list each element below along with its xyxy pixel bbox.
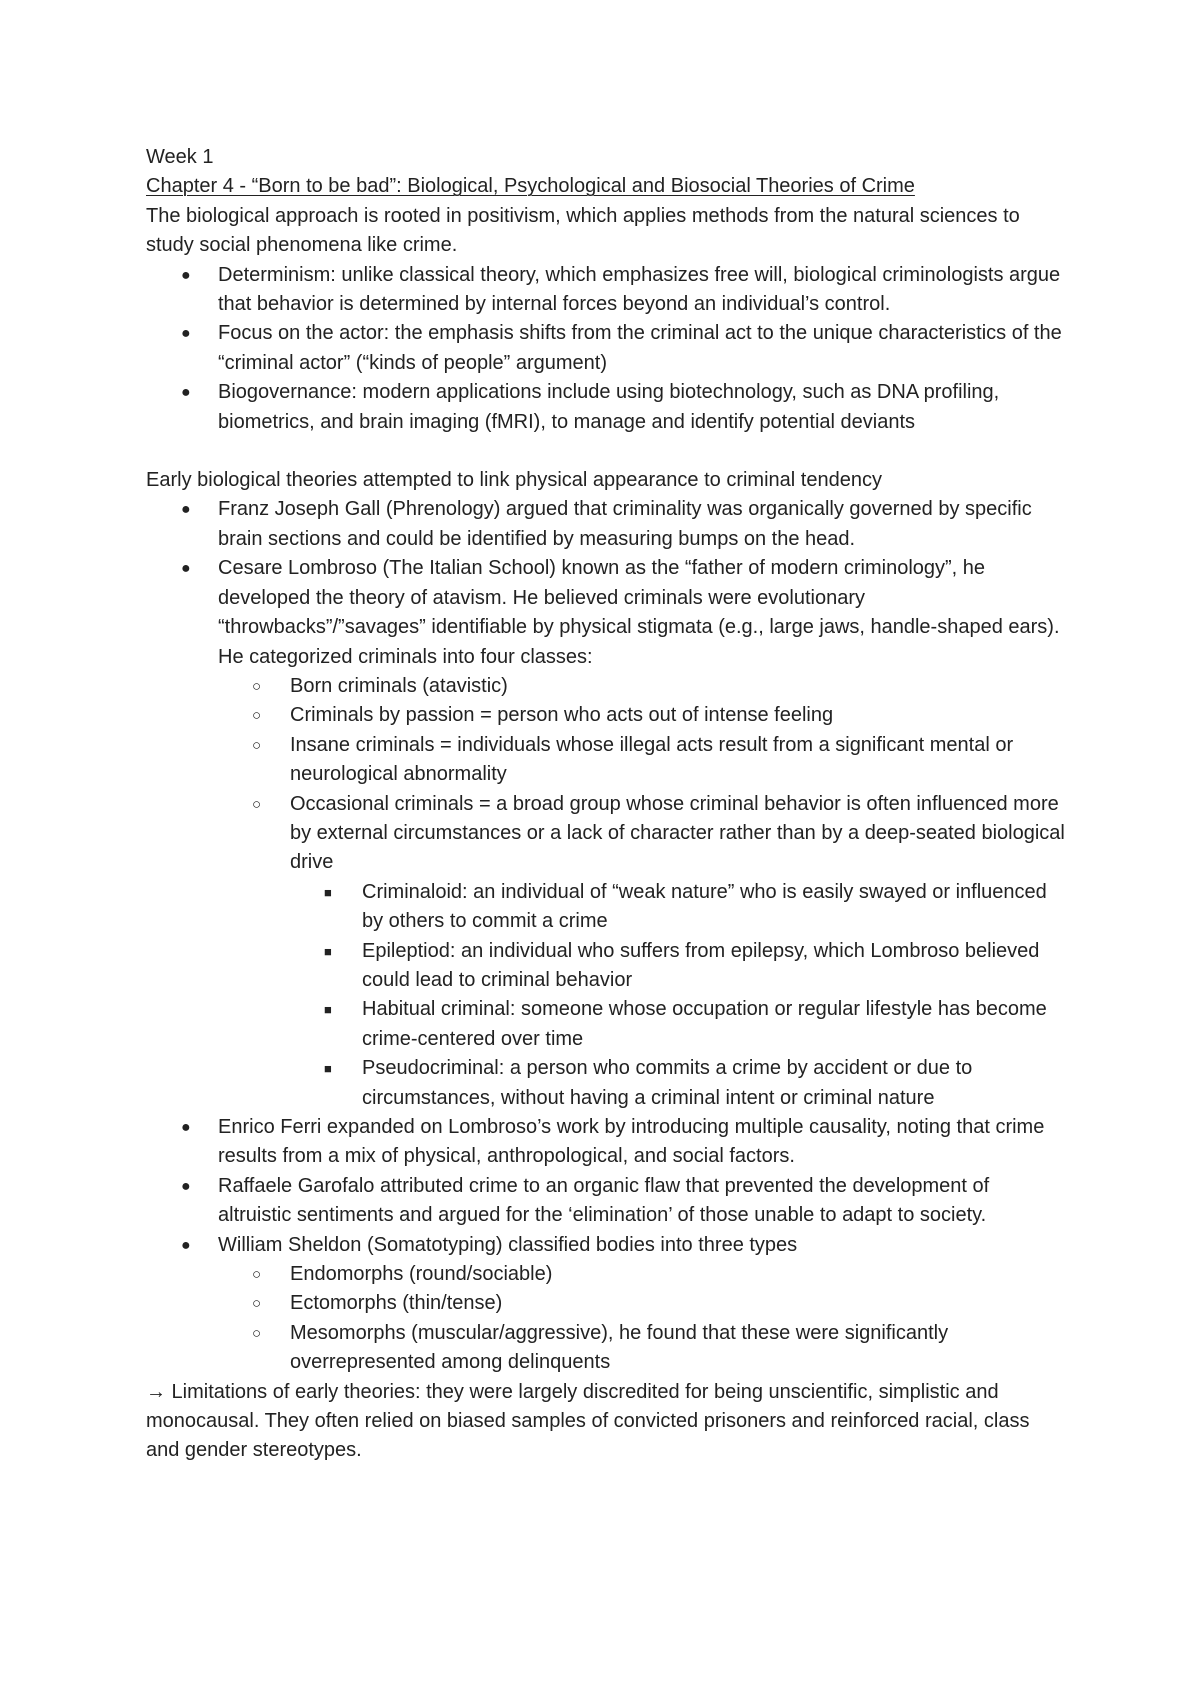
list-item-text: Cesare Lombroso (The Italian School) known as the “father of modern criminology”, he developed the theory of atavism. He believed criminals were evolutionary “throwbacks”/”savages” identifiable by physical stigmata (e.g., large jaws, handle-shaped ears). He categorized criminals into four classes: — [218, 557, 1060, 668]
square-bullet-icon: ■ — [324, 943, 332, 959]
list-item — [218, 1319, 1066, 1378]
list-item — [290, 878, 1066, 937]
list-item-text: Enrico Ferri expanded on Lombroso’s work by introducing multiple causality, noting that crime results from a mix of physical, anthropological, and social factors. — [218, 1116, 1045, 1168]
list-item-text: Criminals by passion = person who acts out of intense feeling — [290, 704, 834, 727]
list-item — [218, 731, 1066, 790]
square-bullet-icon: ■ — [324, 884, 332, 900]
section1-intro: The biological approach is rooted in positivism, which applies methods from the natural sciences to study social phenomena like crime. — [146, 204, 1020, 257]
list-item — [146, 554, 1066, 1113]
list-item-text: Occasional criminals = a broad group whose criminal behavior is often influenced more by external circumstances or a lack of character rather than by a deep-seated biological drive — [290, 792, 1065, 874]
bullet-icon: ● — [181, 325, 191, 343]
week-heading: Week 1 — [146, 146, 214, 168]
section2-intro: Early biological theories attempted to link physical appearance to criminal tendency — [146, 469, 882, 492]
hollow-bullet-icon: ○ — [252, 736, 262, 754]
list-item — [218, 701, 1066, 730]
square-bullet-icon: ■ — [324, 1002, 332, 1018]
list-item-text: Criminaloid: an individual of “weak nature” who is easily swayed or influenced by others to commit a crime — [362, 880, 1047, 933]
limitations-paragraph: → Limitations of early theories: they were largely discredited for being unscientific, simplistic and monocausal. They often relied on biased samples of convicted prisoners and reinforced racial, class and gender stereotypes. — [146, 1380, 1030, 1462]
lombroso-classes-list — [218, 672, 1066, 1113]
list-item — [146, 1172, 1066, 1231]
list-item-text: Focus on the actor: the emphasis shifts from the criminal act to the unique characteristics of the “criminal actor” (“kinds of people” argument) — [218, 322, 1062, 374]
bullet-icon: ● — [181, 384, 191, 402]
list-item — [218, 1260, 1066, 1289]
document-page — [146, 143, 1066, 1466]
list-item-text: Raffaele Garofalo attributed crime to an organic flaw that prevented the development of altruistic sentiments and argued for the ‘elimination’ of those unable to adapt to society. — [218, 1174, 990, 1227]
list-item-text: Habitual criminal: someone whose occupation or regular lifestyle has become crime-centered over time — [362, 998, 1047, 1050]
list-item-text: Insane criminals = individuals whose illegal acts result from a significant mental or neurological abnormality — [290, 733, 1014, 786]
bullet-icon: ● — [181, 1177, 191, 1195]
list-item — [146, 1113, 1066, 1172]
list-item — [290, 1054, 1066, 1113]
list-item — [290, 995, 1066, 1054]
list-item — [218, 790, 1066, 1113]
list-item-text: Ectomorphs (thin/tense) — [290, 1292, 503, 1315]
occasional-types-list — [290, 878, 1066, 1113]
list-item — [146, 1231, 1066, 1378]
list-item-text: Born criminals (atavistic) — [290, 674, 508, 697]
hollow-bullet-icon: ○ — [252, 1324, 262, 1342]
hollow-bullet-icon: ○ — [252, 795, 262, 813]
section1-bullet-list — [146, 261, 1066, 437]
list-item-text: Biogovernance: modern applications include using biotechnology, such as DNA profiling, biometrics, and brain imaging (fMRI), to manage and identify potential deviants — [218, 381, 1000, 433]
hollow-bullet-icon: ○ — [252, 677, 262, 695]
bullet-icon: ● — [181, 1119, 191, 1136]
bullet-icon: ● — [181, 1236, 191, 1254]
bullet-icon: ● — [181, 501, 191, 519]
hollow-bullet-icon: ○ — [252, 707, 262, 725]
list-item — [218, 672, 1066, 701]
paragraph-spacer — [146, 437, 1066, 466]
list-item-text: Endomorphs (round/sociable) — [290, 1263, 553, 1286]
list-item — [146, 261, 1066, 320]
list-item — [146, 319, 1066, 378]
list-item — [146, 495, 1066, 554]
list-item-text: William Sheldon (Somatotyping) classified bodies into three types — [218, 1233, 798, 1256]
hollow-bullet-icon: ○ — [252, 1266, 262, 1284]
list-item-text: Epileptiod: an individual who suffers from epilepsy, which Lombroso believed could lead to criminal behavior — [362, 939, 1040, 991]
hollow-bullet-icon: ○ — [252, 1295, 262, 1313]
section2-bullet-list — [146, 495, 1066, 1377]
list-item-text: Determinism: unlike classical theory, which emphasizes free will, biological criminologists argue that behavior is determined by internal forces beyond an individual’s control. — [218, 263, 1061, 316]
bullet-icon: ● — [181, 266, 191, 284]
list-item — [290, 937, 1066, 996]
chapter-title: Chapter 4 - “Born to be bad”: Biological, Psychological and Biosocial Theories of Crime — [146, 175, 915, 198]
list-item-text: Pseudocriminal: a person who commits a crime by accident or due to circumstances, without having a criminal intent or criminal nature — [362, 1057, 973, 1109]
list-item — [218, 1289, 1066, 1318]
bullet-icon: ● — [181, 560, 191, 578]
list-item-text: Franz Joseph Gall (Phrenology) argued that criminality was organically governed by specific brain sections and could be identified by measuring bumps on the head. — [218, 498, 1032, 550]
list-item — [146, 378, 1066, 437]
list-item-text: Mesomorphs (muscular/aggressive), he found that these were significantly overrepresented among delinquents — [290, 1321, 949, 1374]
sheldon-types-list — [218, 1260, 1066, 1378]
square-bullet-icon: ■ — [324, 1061, 332, 1077]
